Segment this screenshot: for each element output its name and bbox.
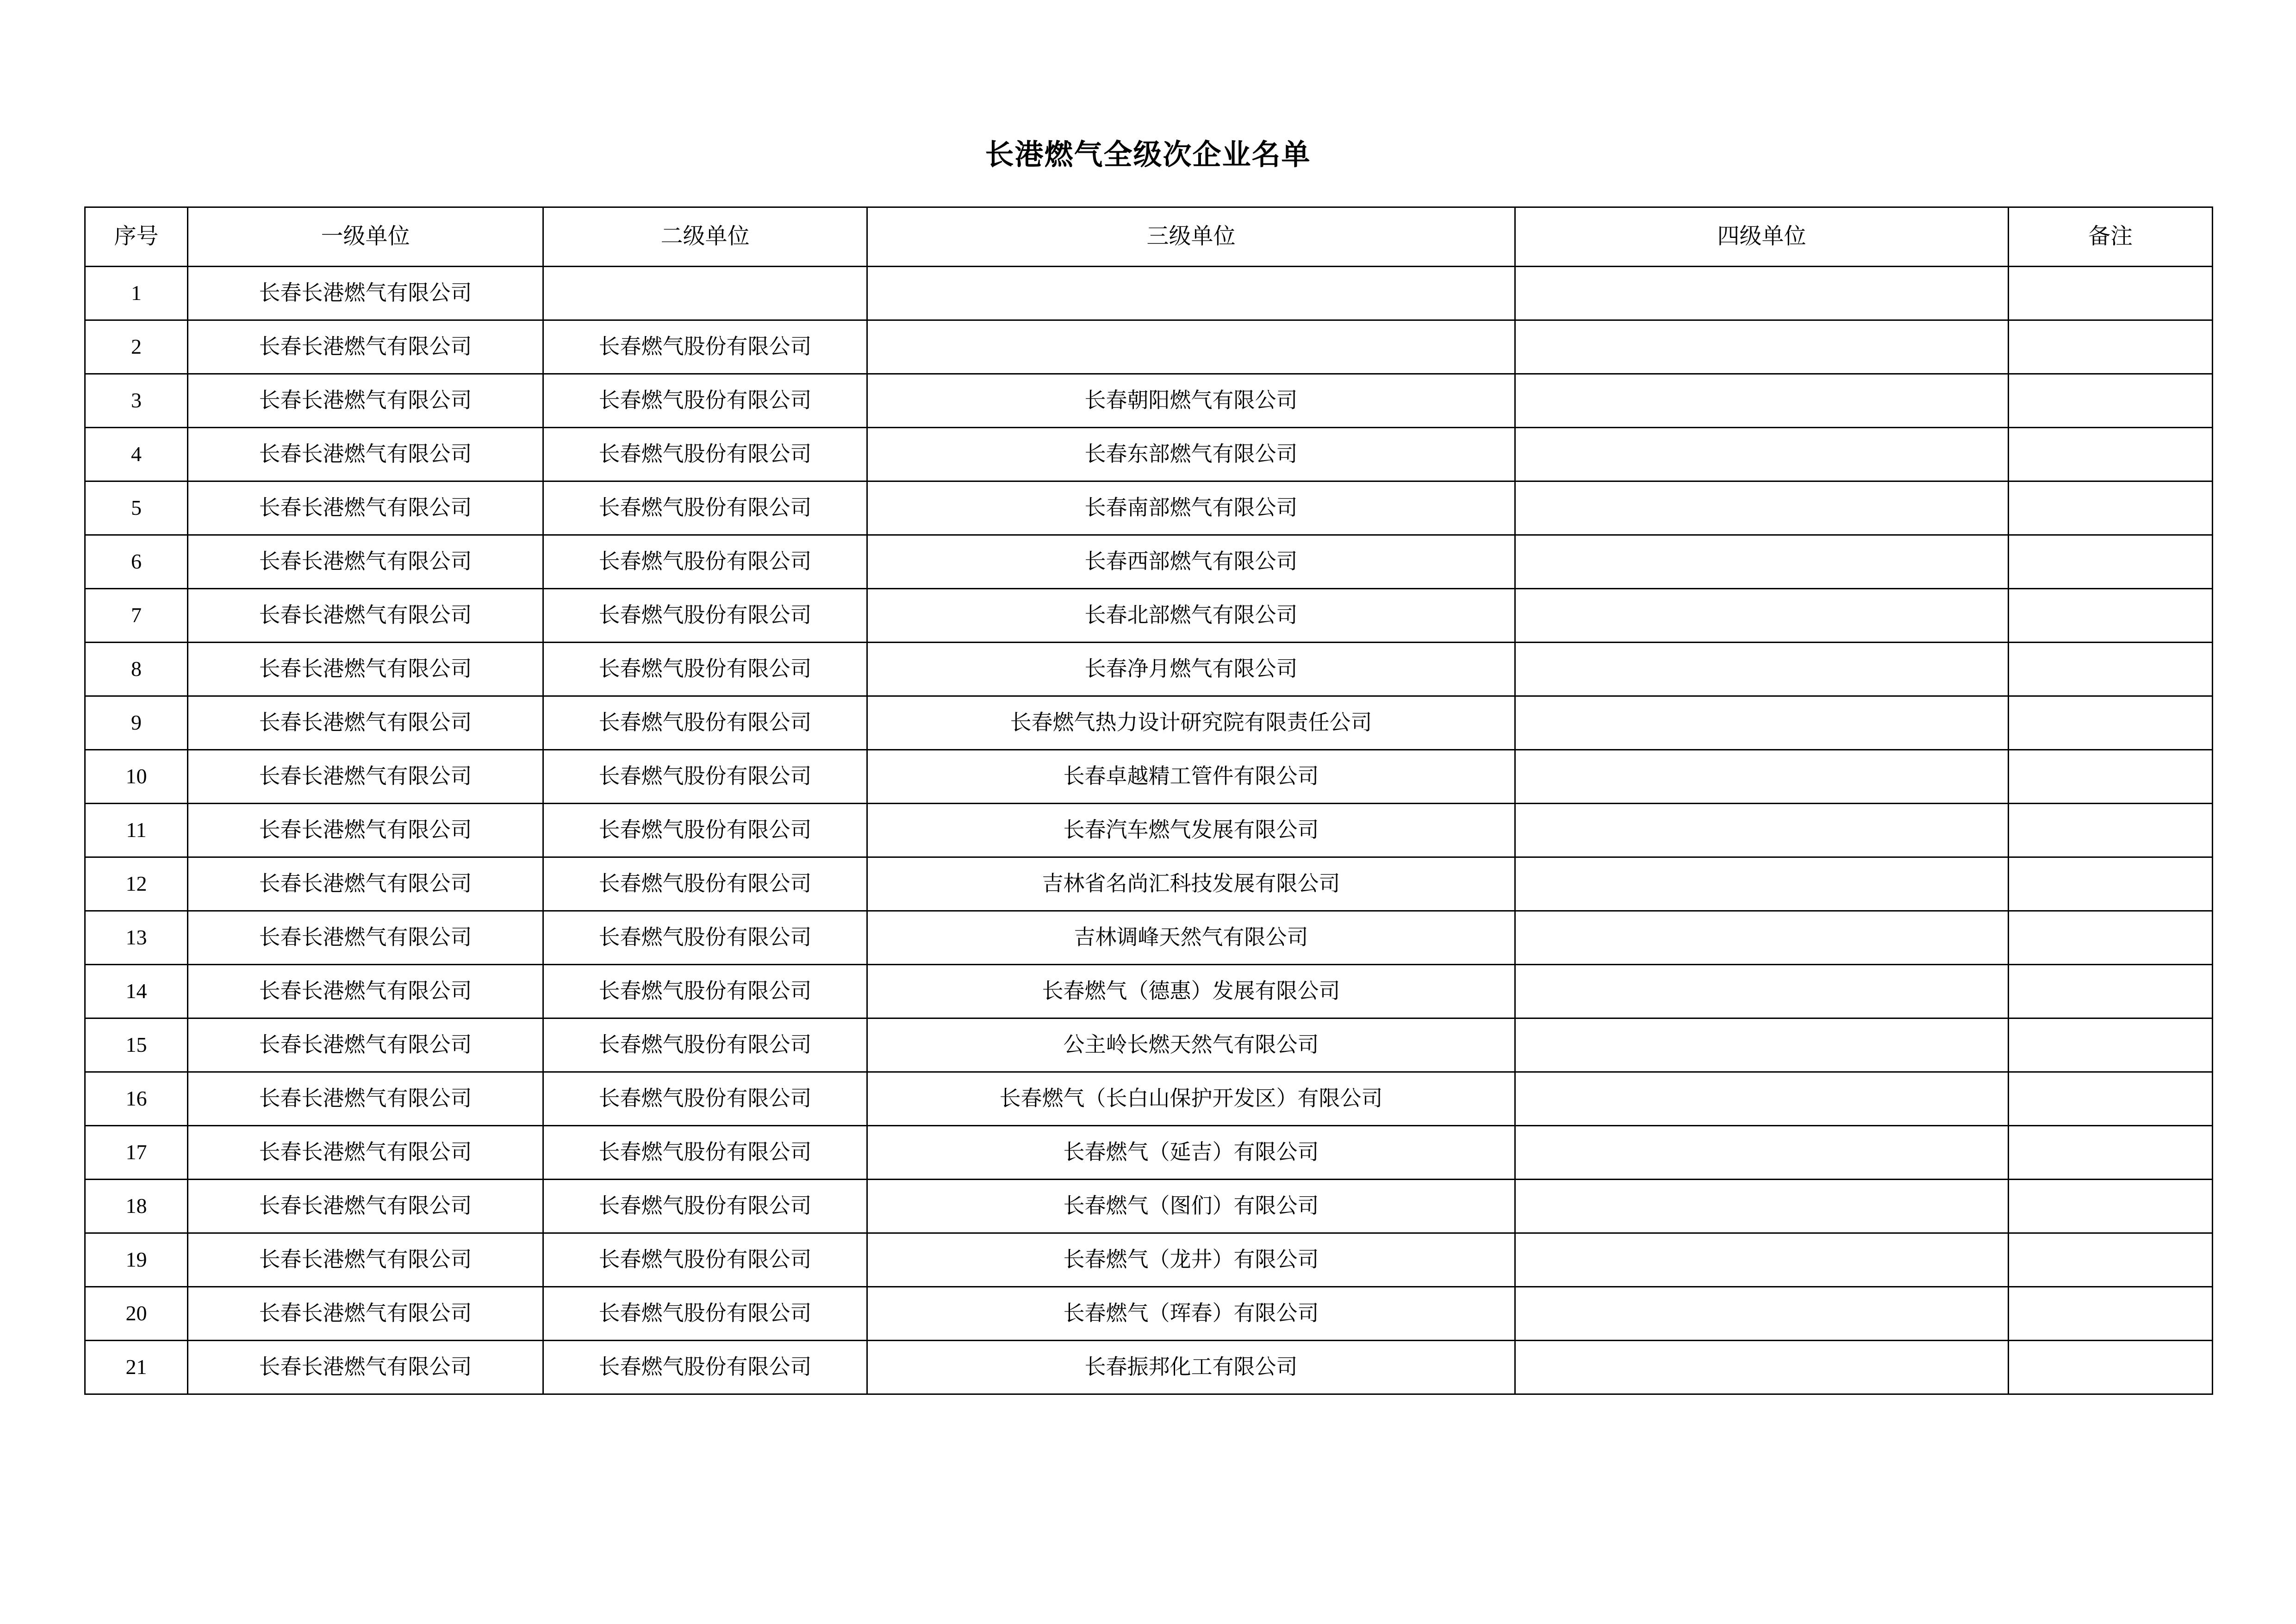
- cell-level4: [1515, 267, 2009, 320]
- cell-level3: 长春北部燃气有限公司: [867, 589, 1515, 643]
- table-header: [85, 207, 2213, 267]
- cell-seq: 6: [85, 535, 188, 589]
- cell-level3: [867, 320, 1515, 374]
- cell-level2: 长春燃气股份有限公司: [543, 804, 867, 857]
- cell-level1: 长春长港燃气有限公司: [188, 374, 543, 428]
- cell-level2: 长春燃气股份有限公司: [543, 696, 867, 750]
- cell-note: [2009, 267, 2213, 320]
- table-row: [85, 1180, 2213, 1233]
- cell-seq: 21: [85, 1341, 188, 1394]
- table-row: [85, 267, 2213, 320]
- table-row: [85, 320, 2213, 374]
- table-row: [85, 1072, 2213, 1126]
- cell-level4: [1515, 374, 2009, 428]
- column-header-note: 备注: [2009, 207, 2213, 267]
- table-body: [85, 267, 2213, 1394]
- cell-level1: 长春长港燃气有限公司: [188, 428, 543, 481]
- cell-note: [2009, 643, 2213, 696]
- cell-seq: 14: [85, 965, 188, 1018]
- cell-note: [2009, 1072, 2213, 1126]
- cell-level2: 长春燃气股份有限公司: [543, 643, 867, 696]
- cell-level3: 长春南部燃气有限公司: [867, 481, 1515, 535]
- table-row: [85, 1126, 2213, 1180]
- cell-note: [2009, 481, 2213, 535]
- cell-level2: 长春燃气股份有限公司: [543, 1180, 867, 1233]
- cell-note: [2009, 1018, 2213, 1072]
- cell-seq: 10: [85, 750, 188, 804]
- cell-level3: 长春东部燃气有限公司: [867, 428, 1515, 481]
- cell-level4: [1515, 1233, 2009, 1287]
- cell-level1: 长春长港燃气有限公司: [188, 1341, 543, 1394]
- cell-level4: [1515, 1072, 2009, 1126]
- cell-note: [2009, 589, 2213, 643]
- cell-seq: 2: [85, 320, 188, 374]
- cell-level1: 长春长港燃气有限公司: [188, 1018, 543, 1072]
- cell-note: [2009, 857, 2213, 911]
- table-row: [85, 1287, 2213, 1341]
- cell-level4: [1515, 428, 2009, 481]
- table-row: [85, 643, 2213, 696]
- cell-level1: 长春长港燃气有限公司: [188, 750, 543, 804]
- cell-level1: 长春长港燃气有限公司: [188, 1072, 543, 1126]
- table-row: [85, 589, 2213, 643]
- cell-seq: 12: [85, 857, 188, 911]
- table-row: [85, 696, 2213, 750]
- column-header-level4: 四级单位: [1515, 207, 2009, 267]
- cell-note: [2009, 1180, 2213, 1233]
- cell-seq: 5: [85, 481, 188, 535]
- table-container: [0, 206, 2296, 1395]
- cell-level2: 长春燃气股份有限公司: [543, 320, 867, 374]
- table-header-row: [85, 207, 2213, 267]
- cell-seq: 11: [85, 804, 188, 857]
- cell-level4: [1515, 1287, 2009, 1341]
- cell-level1: 长春长港燃气有限公司: [188, 1233, 543, 1287]
- cell-level2: 长春燃气股份有限公司: [543, 535, 867, 589]
- cell-level1: 长春长港燃气有限公司: [188, 911, 543, 965]
- cell-seq: 1: [85, 267, 188, 320]
- cell-level2: 长春燃气股份有限公司: [543, 374, 867, 428]
- cell-level1: 长春长港燃气有限公司: [188, 965, 543, 1018]
- cell-level4: [1515, 804, 2009, 857]
- table-row: [85, 374, 2213, 428]
- cell-level4: [1515, 857, 2009, 911]
- cell-level4: [1515, 535, 2009, 589]
- column-header-seq: 序号: [85, 207, 188, 267]
- table-row: [85, 804, 2213, 857]
- cell-level4: [1515, 911, 2009, 965]
- cell-level3: 长春汽车燃气发展有限公司: [867, 804, 1515, 857]
- cell-level4: [1515, 589, 2009, 643]
- cell-level3: 长春朝阳燃气有限公司: [867, 374, 1515, 428]
- cell-level1: 长春长港燃气有限公司: [188, 643, 543, 696]
- cell-level4: [1515, 750, 2009, 804]
- table-row: [85, 1341, 2213, 1394]
- cell-level4: [1515, 696, 2009, 750]
- cell-level4: [1515, 965, 2009, 1018]
- cell-level3: 长春燃气热力设计研究院有限责任公司: [867, 696, 1515, 750]
- cell-seq: 4: [85, 428, 188, 481]
- table-row: [85, 1233, 2213, 1287]
- cell-level3: 长春燃气（珲春）有限公司: [867, 1287, 1515, 1341]
- cell-level2: 长春燃气股份有限公司: [543, 1287, 867, 1341]
- column-header-level1: 一级单位: [188, 207, 543, 267]
- cell-note: [2009, 696, 2213, 750]
- cell-seq: 8: [85, 643, 188, 696]
- table-row: [85, 428, 2213, 481]
- table-row: [85, 481, 2213, 535]
- cell-level3: 长春燃气（长白山保护开发区）有限公司: [867, 1072, 1515, 1126]
- cell-seq: 13: [85, 911, 188, 965]
- cell-level2: [543, 267, 867, 320]
- cell-level3: [867, 267, 1515, 320]
- cell-level3: 长春燃气（延吉）有限公司: [867, 1126, 1515, 1180]
- cell-level3: 长春燃气（龙井）有限公司: [867, 1233, 1515, 1287]
- column-header-level2: 二级单位: [543, 207, 867, 267]
- cell-level2: 长春燃气股份有限公司: [543, 857, 867, 911]
- cell-note: [2009, 911, 2213, 965]
- table-row: [85, 911, 2213, 965]
- cell-level2: 长春燃气股份有限公司: [543, 1126, 867, 1180]
- cell-level3: 长春净月燃气有限公司: [867, 643, 1515, 696]
- cell-level1: 长春长港燃气有限公司: [188, 1126, 543, 1180]
- cell-level1: 长春长港燃气有限公司: [188, 857, 543, 911]
- cell-seq: 15: [85, 1018, 188, 1072]
- cell-level4: [1515, 1126, 2009, 1180]
- cell-note: [2009, 750, 2213, 804]
- cell-level4: [1515, 320, 2009, 374]
- cell-level3: 长春卓越精工管件有限公司: [867, 750, 1515, 804]
- cell-note: [2009, 804, 2213, 857]
- cell-level2: 长春燃气股份有限公司: [543, 1233, 867, 1287]
- cell-note: [2009, 535, 2213, 589]
- cell-seq: 18: [85, 1180, 188, 1233]
- enterprise-listing-table: [84, 206, 2213, 1395]
- cell-level1: 长春长港燃气有限公司: [188, 481, 543, 535]
- cell-level2: 长春燃气股份有限公司: [543, 911, 867, 965]
- cell-level1: 长春长港燃气有限公司: [188, 804, 543, 857]
- cell-note: [2009, 1287, 2213, 1341]
- cell-seq: 9: [85, 696, 188, 750]
- cell-level1: 长春长港燃气有限公司: [188, 267, 543, 320]
- cell-level3: 吉林调峰天然气有限公司: [867, 911, 1515, 965]
- cell-level4: [1515, 1341, 2009, 1394]
- cell-level1: 长春长港燃气有限公司: [188, 535, 543, 589]
- cell-seq: 7: [85, 589, 188, 643]
- cell-level4: [1515, 481, 2009, 535]
- cell-seq: 19: [85, 1233, 188, 1287]
- cell-level2: 长春燃气股份有限公司: [543, 1018, 867, 1072]
- cell-level3: 长春燃气（图们）有限公司: [867, 1180, 1515, 1233]
- cell-level3: 长春燃气（德惠）发展有限公司: [867, 965, 1515, 1018]
- cell-note: [2009, 428, 2213, 481]
- table-row: [85, 535, 2213, 589]
- column-header-level3: 三级单位: [867, 207, 1515, 267]
- cell-level4: [1515, 643, 2009, 696]
- cell-note: [2009, 1233, 2213, 1287]
- cell-seq: 17: [85, 1126, 188, 1180]
- cell-note: [2009, 1341, 2213, 1394]
- cell-note: [2009, 1126, 2213, 1180]
- cell-level1: 长春长港燃气有限公司: [188, 696, 543, 750]
- cell-level1: 长春长港燃气有限公司: [188, 320, 543, 374]
- cell-seq: 16: [85, 1072, 188, 1126]
- cell-level2: 长春燃气股份有限公司: [543, 965, 867, 1018]
- cell-level1: 长春长港燃气有限公司: [188, 1287, 543, 1341]
- cell-seq: 3: [85, 374, 188, 428]
- cell-level3: 长春振邦化工有限公司: [867, 1341, 1515, 1394]
- cell-level2: 长春燃气股份有限公司: [543, 750, 867, 804]
- cell-note: [2009, 320, 2213, 374]
- cell-level3: 吉林省名尚汇科技发展有限公司: [867, 857, 1515, 911]
- cell-level2: 长春燃气股份有限公司: [543, 1341, 867, 1394]
- cell-note: [2009, 965, 2213, 1018]
- table-row: [85, 1018, 2213, 1072]
- cell-level3: 公主岭长燃天然气有限公司: [867, 1018, 1515, 1072]
- cell-level2: 长春燃气股份有限公司: [543, 1072, 867, 1126]
- page-title: 长港燃气全级次企业名单: [985, 137, 1311, 171]
- cell-level2: 长春燃气股份有限公司: [543, 428, 867, 481]
- cell-note: [2009, 374, 2213, 428]
- cell-level1: 长春长港燃气有限公司: [188, 589, 543, 643]
- cell-level1: 长春长港燃气有限公司: [188, 1180, 543, 1233]
- cell-seq: 20: [85, 1287, 188, 1341]
- cell-level4: [1515, 1018, 2009, 1072]
- table-row: [85, 750, 2213, 804]
- cell-level4: [1515, 1180, 2009, 1233]
- table-row: [85, 965, 2213, 1018]
- table-row: [85, 857, 2213, 911]
- cell-level2: 长春燃气股份有限公司: [543, 481, 867, 535]
- cell-level3: 长春西部燃气有限公司: [867, 535, 1515, 589]
- cell-level2: 长春燃气股份有限公司: [543, 589, 867, 643]
